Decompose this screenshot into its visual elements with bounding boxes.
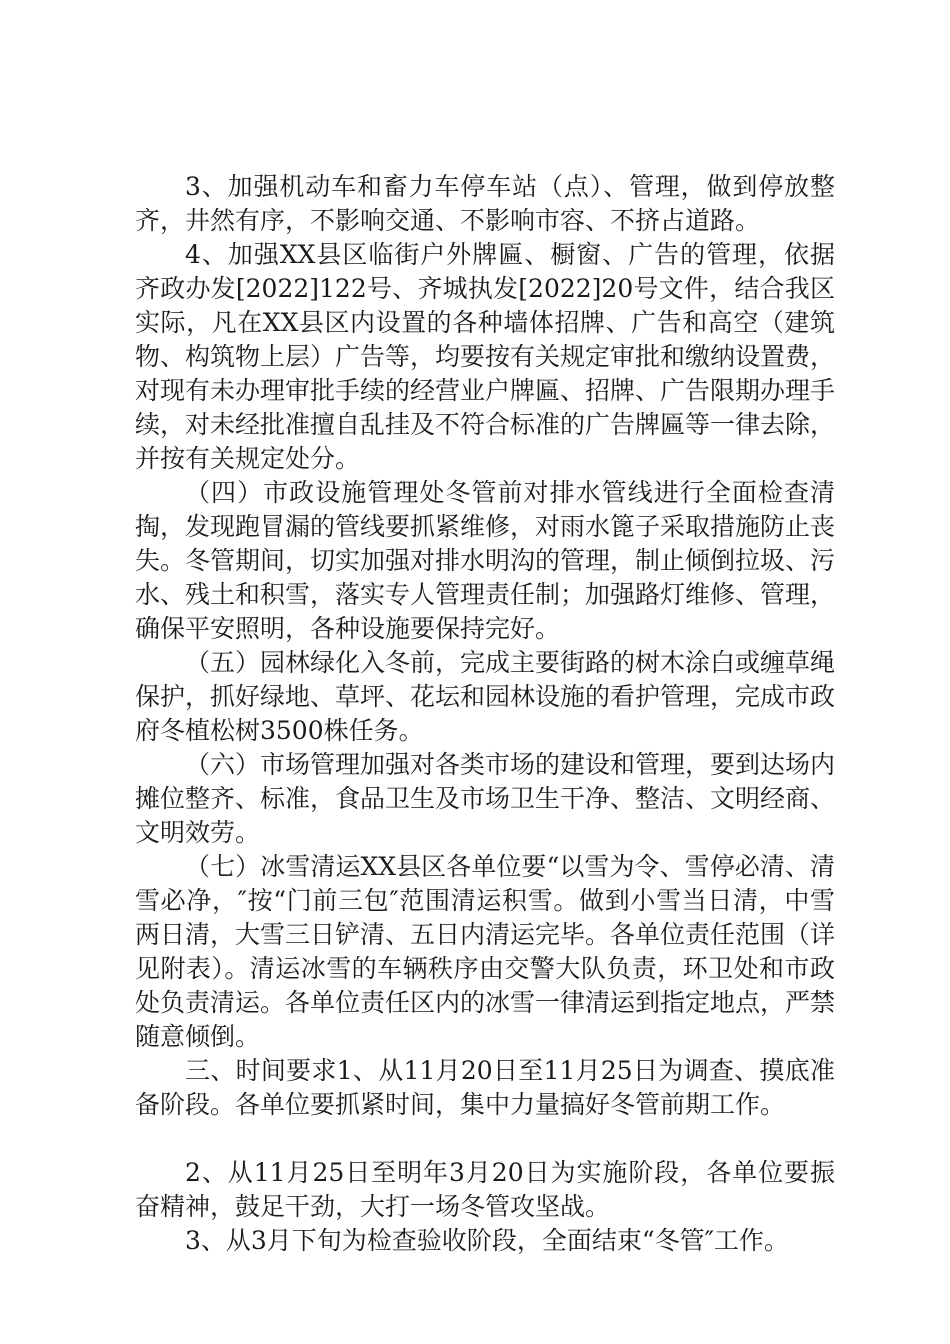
paragraph-time-requirements: 三、时间要求1、从11月20日至11月25日为调查、摸底准备阶段。各单位要抓紧时间，集中力量搞好冬管前期工作。 [135, 1056, 835, 1119]
paragraph-landscaping: （五）园林绿化入冬前，完成主要街路的树木涂白或缠草绳保护，抓好绿地、草坪、花坛和园林设施的看护管理，完成市政府冬植松树3500株任务。 [135, 648, 836, 745]
paragraph-implementation-stage: 2、从11月25日至明年3月20日为实施阶段，各单位要振奋精神，鼓足干劲，大打一场冬管攻坚战。 [135, 1158, 835, 1221]
paragraph-municipal-facilities: （四）市政设施管理处冬管前对排水管线进行全面检查清掏，发现跑冒漏的管线要抓紧维修，对雨水篦子采取措施防止丧失。冬管期间，切实加强对排水明沟的管理，制止倾倒拉圾、污水、残土和积雪，落实专人管理责任制；加强路灯维修、管理，确保平安照明，各种设施要保持完好。 [135, 478, 836, 643]
paragraph-snow-clearing: （七）冰雪清运XX县区各单位要“以雪为令、雪停必清、清雪必净，″按“门前三包″范围清运积雪。做到小雪当日清，中雪两日清，大雪三日铲清、五日内清运完毕。各单位责任范围（详见附表）。清运冰雪的车辆秩序由交警大队负责，环卫处和市政处负责清运。各单位责任区内的冰雪一律清运到指定地点，严禁随意倾倒。 [135, 852, 836, 1051]
paragraph-spacer [135, 1122, 835, 1156]
paragraph-inspection-stage: 3、从3月下旬为检查验收阶段，全面结束“冬管″工作。 [185, 1226, 789, 1255]
paragraph-market-management: （六）市场管理加强对各类市场的建设和管理，要到达场内摊位整齐、标准，食品卫生及市场卫生干净、整洁、文明经商、文明效劳。 [135, 750, 836, 847]
paragraph-signboards: 4、加强XX县区临街户外牌匾、橱窗、广告的管理，依据齐政办发[2022]122号、齐城执发[2022]20号文件，结合我区实际，凡在XX县区内设置的各种墙体招牌、广告和高空（建筑物、构筑物上层）广告等，均要按有关规定审批和缴纳设置费，对现有未办理审批手续的经营业户牌匾、招牌、广告限期办理手续，对未经批准擅自乱挂及不符合标准的广告牌匾等一律去除，并按有关规定处分。 [135, 240, 836, 473]
paragraph-parking: 3、加强机动车和畜力车停车站（点）、管理，做到停放整齐，井然有序，不影响交通、不影响市容、不挤占道路。 [135, 172, 835, 235]
document-body [135, 170, 835, 1258]
